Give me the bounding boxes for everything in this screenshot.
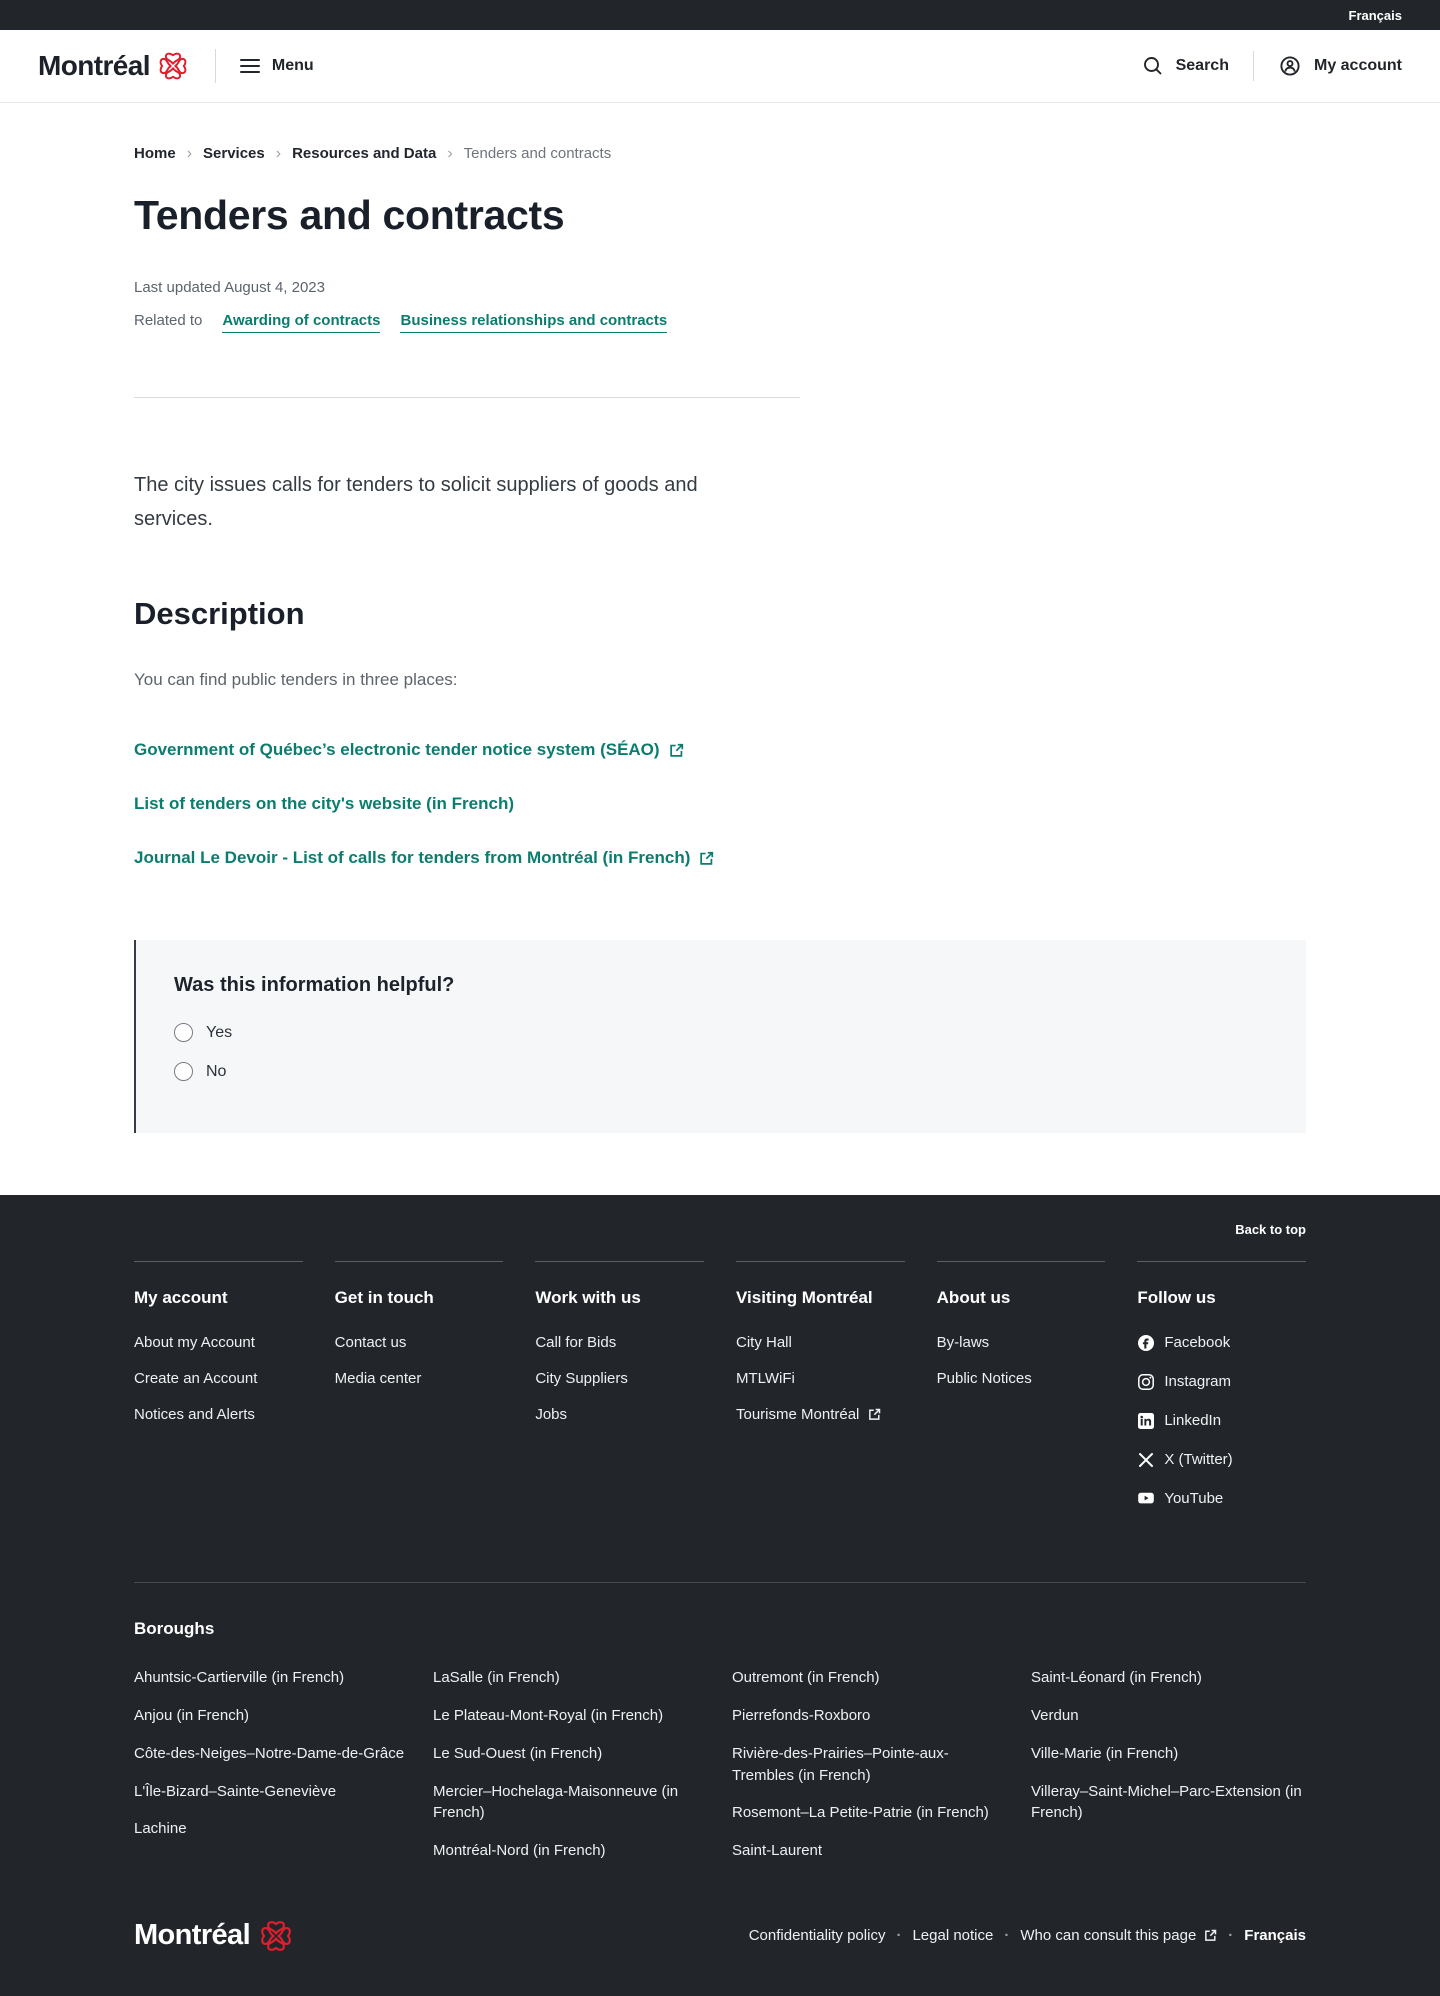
montreal-logo-text: Montréal bbox=[134, 1919, 251, 1952]
site-footer bbox=[0, 1195, 1440, 1996]
radio-button-yes[interactable] bbox=[174, 1023, 193, 1042]
breadcrumb-current: Tenders and contracts bbox=[463, 145, 612, 162]
boroughs-divider bbox=[134, 1582, 1306, 1583]
footer-link-city-suppliers[interactable]: City Suppliers bbox=[535, 1369, 628, 1387]
footer-link-tourisme-montreal[interactable] bbox=[736, 1404, 881, 1426]
borough-link-sud-ouest[interactable]: Le Sud-Ouest (in French) bbox=[433, 1744, 603, 1762]
link-label: Journal Le Devoir - List of calls for tenders from Montréal (in French) bbox=[134, 848, 691, 867]
borough-link-ile-bizard[interactable]: L'Île-Bizard–Sainte-Geneviève bbox=[134, 1782, 337, 1800]
dot-separator bbox=[896, 1927, 901, 1944]
related-link-awarding-of-contracts[interactable]: Awarding of contracts bbox=[222, 312, 380, 333]
boroughs-grid bbox=[134, 1667, 1306, 1862]
boroughs-column bbox=[732, 1667, 1007, 1862]
borough-link-mercier-hochelaga[interactable]: Mercier–Hochelaga-Maisonneuve (in French) bbox=[433, 1782, 679, 1822]
footer-link-jobs[interactable]: Jobs bbox=[535, 1405, 568, 1423]
link-label: Who can consult this page bbox=[1020, 1927, 1197, 1945]
external-link-icon bbox=[699, 851, 714, 866]
footer-link-media-center[interactable]: Media center bbox=[334, 1369, 422, 1387]
legal-notice-link[interactable]: Legal notice bbox=[912, 1927, 994, 1945]
breadcrumb bbox=[134, 103, 1306, 162]
link-label: Instagram bbox=[1164, 1372, 1232, 1390]
menu-button-label: Menu bbox=[271, 57, 314, 74]
montreal-logo-text: Montréal bbox=[38, 50, 150, 81]
related-topics bbox=[134, 312, 1306, 333]
borough-link-saint-laurent[interactable]: Saint-Laurent bbox=[732, 1842, 823, 1860]
radio-label: Yes bbox=[206, 1023, 233, 1041]
link-label: List of tenders on the city's website (in French) bbox=[134, 794, 514, 813]
boroughs-section bbox=[134, 1619, 1306, 1862]
dot-separator bbox=[1004, 1927, 1009, 1944]
borough-link-cote-des-neiges[interactable]: Côte-des-Neiges–Notre-Dame-de-Grâce bbox=[134, 1744, 405, 1762]
footer-columns bbox=[134, 1261, 1306, 1512]
borough-link-rosemont[interactable]: Rosemont–La Petite-Patrie (in French) bbox=[732, 1804, 989, 1822]
related-label: Related to bbox=[134, 312, 203, 329]
link-label: X (Twitter) bbox=[1164, 1450, 1233, 1468]
list-item bbox=[134, 848, 1306, 868]
radio-button-no[interactable] bbox=[174, 1062, 193, 1081]
footer-column-get-in-touch bbox=[335, 1261, 504, 1512]
external-link-icon bbox=[868, 1408, 881, 1421]
footer-link-mtlwifi[interactable]: MTLWiFi bbox=[736, 1369, 795, 1387]
footer-column-follow-us bbox=[1137, 1261, 1306, 1512]
legal-links bbox=[749, 1927, 1306, 1944]
borough-link-pierrefonds-roxboro[interactable]: Pierrefonds-Roxboro bbox=[732, 1707, 871, 1725]
header-divider bbox=[215, 49, 216, 83]
borough-link-villeray[interactable]: Villeray–Saint-Michel–Parc-Extension (in French) bbox=[1031, 1782, 1302, 1822]
footer-language-toggle-link[interactable]: Français bbox=[1244, 1927, 1306, 1945]
chevron-right-icon bbox=[276, 146, 281, 162]
borough-link-verdun[interactable]: Verdun bbox=[1031, 1707, 1079, 1725]
breadcrumb-home[interactable]: Home bbox=[134, 145, 176, 162]
borough-link-outremont[interactable]: Outremont (in French) bbox=[732, 1669, 880, 1687]
social-link-linkedin[interactable] bbox=[1137, 1410, 1221, 1432]
site-header bbox=[0, 30, 1440, 103]
footer-column-heading: Work with us bbox=[535, 1288, 641, 1307]
external-link-icon bbox=[1204, 1929, 1217, 1942]
link-label: Government of Québec’s electronic tender notice system (SÉAO) bbox=[134, 740, 660, 759]
link-label: Facebook bbox=[1164, 1334, 1231, 1351]
borough-link-ahuntsic-cartierville[interactable]: Ahuntsic-Cartierville (in French) bbox=[134, 1669, 345, 1687]
column-rule bbox=[535, 1261, 704, 1262]
footer-link-public-notices[interactable]: Public Notices bbox=[936, 1369, 1032, 1387]
feedback-panel bbox=[134, 940, 1306, 1133]
boroughs-heading: Boroughs bbox=[134, 1619, 215, 1639]
header-actions bbox=[1142, 51, 1402, 81]
montreal-rosette-icon bbox=[256, 1916, 296, 1956]
column-rule bbox=[134, 1261, 303, 1262]
who-can-consult-link[interactable] bbox=[1020, 1927, 1217, 1944]
search-button[interactable] bbox=[1142, 55, 1229, 77]
le-devoir-link[interactable] bbox=[134, 848, 714, 868]
montreal-rosette-icon bbox=[155, 48, 191, 84]
list-item bbox=[134, 740, 1306, 760]
last-updated-text: Last updated August 4, 2023 bbox=[134, 279, 325, 296]
footer-link-by-laws[interactable]: By-laws bbox=[936, 1334, 990, 1351]
footer-column-heading: Follow us bbox=[1137, 1288, 1216, 1307]
external-link-icon bbox=[669, 743, 684, 758]
back-to-top-link[interactable]: Back to top bbox=[1235, 1222, 1306, 1237]
footer-column-my-account bbox=[134, 1261, 303, 1512]
footer-column-visiting-montreal bbox=[736, 1261, 905, 1512]
footer-link-notices-and-alerts[interactable]: Notices and Alerts bbox=[134, 1405, 255, 1423]
footer-column-heading: Get in touch bbox=[334, 1288, 434, 1307]
boroughs-column bbox=[433, 1667, 708, 1862]
dot-separator bbox=[1228, 1927, 1233, 1944]
feedback-option-no[interactable] bbox=[174, 1062, 1268, 1081]
borough-link-anjou[interactable]: Anjou (in French) bbox=[134, 1707, 250, 1725]
top-utility-bar bbox=[0, 0, 1440, 30]
borough-link-lachine[interactable]: Lachine bbox=[134, 1820, 187, 1838]
list-item bbox=[134, 794, 1306, 814]
chevron-right-icon bbox=[187, 146, 192, 162]
feedback-question: Was this information helpful? bbox=[174, 974, 455, 996]
footer-legal-bar bbox=[134, 1916, 1306, 1956]
footer-column-heading: My account bbox=[134, 1288, 228, 1307]
boroughs-column bbox=[134, 1667, 409, 1862]
footer-link-city-hall[interactable]: City Hall bbox=[736, 1334, 792, 1351]
search-button-label: Search bbox=[1175, 57, 1229, 74]
chevron-right-icon bbox=[447, 146, 452, 162]
intro-paragraph: The city issues calls for tenders to solicit suppliers of goods and services. bbox=[134, 474, 698, 530]
borough-link-plateau-mont-royal[interactable]: Le Plateau-Mont-Royal (in French) bbox=[433, 1707, 664, 1725]
tender-links-list bbox=[134, 740, 1306, 868]
user-account-icon bbox=[1278, 54, 1302, 78]
description-lead: You can find public tenders in three places: bbox=[134, 670, 458, 689]
footer-column-work-with-us bbox=[535, 1261, 704, 1512]
column-rule bbox=[736, 1261, 905, 1262]
language-toggle-link[interactable]: Français bbox=[1348, 7, 1402, 23]
breadcrumb-services[interactable]: Services bbox=[203, 145, 265, 162]
boroughs-column bbox=[1031, 1667, 1306, 1862]
header-divider bbox=[1253, 51, 1254, 81]
radio-label: No bbox=[206, 1062, 227, 1080]
confidentiality-policy-link[interactable]: Confidentiality policy bbox=[748, 1927, 886, 1945]
montreal-logo[interactable] bbox=[38, 48, 191, 84]
borough-link-riviere-des-prairies[interactable]: Rivière-des-Prairies–Pointe-aux-Trembles (in French) bbox=[732, 1744, 949, 1784]
link-label: Tourisme Montréal bbox=[736, 1405, 860, 1423]
x-twitter-icon bbox=[1137, 1451, 1155, 1469]
borough-link-montreal-nord[interactable]: Montréal-Nord (in French) bbox=[433, 1842, 606, 1860]
social-link-facebook[interactable] bbox=[1137, 1332, 1230, 1354]
link-label: YouTube bbox=[1164, 1489, 1224, 1507]
my-account-button-label: My account bbox=[1313, 57, 1402, 74]
borough-link-saint-leonard[interactable]: Saint-Léonard (in French) bbox=[1031, 1669, 1202, 1687]
footer-column-heading: Visiting Montréal bbox=[736, 1288, 873, 1307]
borough-link-lasalle[interactable]: LaSalle (in French) bbox=[433, 1669, 560, 1687]
feedback-option-yes[interactable] bbox=[174, 1023, 1268, 1042]
footer-link-contact-us[interactable]: Contact us bbox=[334, 1334, 407, 1351]
section-divider bbox=[134, 397, 800, 398]
seao-link[interactable] bbox=[134, 740, 684, 760]
hamburger-icon bbox=[240, 59, 260, 73]
footer-montreal-logo[interactable] bbox=[134, 1916, 296, 1956]
footer-column-about-us bbox=[937, 1261, 1106, 1512]
footer-link-create-an-account[interactable]: Create an Account bbox=[134, 1369, 258, 1387]
social-link-instagram[interactable] bbox=[1137, 1371, 1231, 1393]
search-icon bbox=[1142, 55, 1164, 77]
facebook-icon bbox=[1137, 1334, 1155, 1352]
footer-link-about-my-account[interactable]: About my Account bbox=[134, 1334, 255, 1351]
description-heading: Description bbox=[134, 596, 305, 631]
linkedin-icon bbox=[1137, 1412, 1155, 1430]
footer-column-heading: About us bbox=[936, 1288, 1011, 1307]
menu-button[interactable] bbox=[240, 57, 314, 75]
column-rule bbox=[937, 1261, 1106, 1262]
link-label: LinkedIn bbox=[1164, 1411, 1222, 1429]
city-tenders-list-link[interactable] bbox=[134, 794, 514, 814]
social-link-x-twitter[interactable] bbox=[1137, 1449, 1232, 1471]
instagram-icon bbox=[1137, 1373, 1155, 1391]
my-account-button[interactable] bbox=[1278, 54, 1402, 78]
footer-link-call-for-bids[interactable]: Call for Bids bbox=[535, 1334, 617, 1351]
column-rule bbox=[335, 1261, 504, 1262]
column-rule bbox=[1137, 1261, 1306, 1262]
page-title: Tenders and contracts bbox=[134, 192, 565, 238]
social-link-youtube[interactable] bbox=[1137, 1488, 1223, 1510]
borough-link-ville-marie[interactable]: Ville-Marie (in French) bbox=[1031, 1744, 1179, 1762]
youtube-icon bbox=[1137, 1489, 1155, 1507]
related-link-business-relationships[interactable]: Business relationships and contracts bbox=[400, 312, 667, 333]
breadcrumb-resources-and-data[interactable]: Resources and Data bbox=[292, 145, 437, 162]
